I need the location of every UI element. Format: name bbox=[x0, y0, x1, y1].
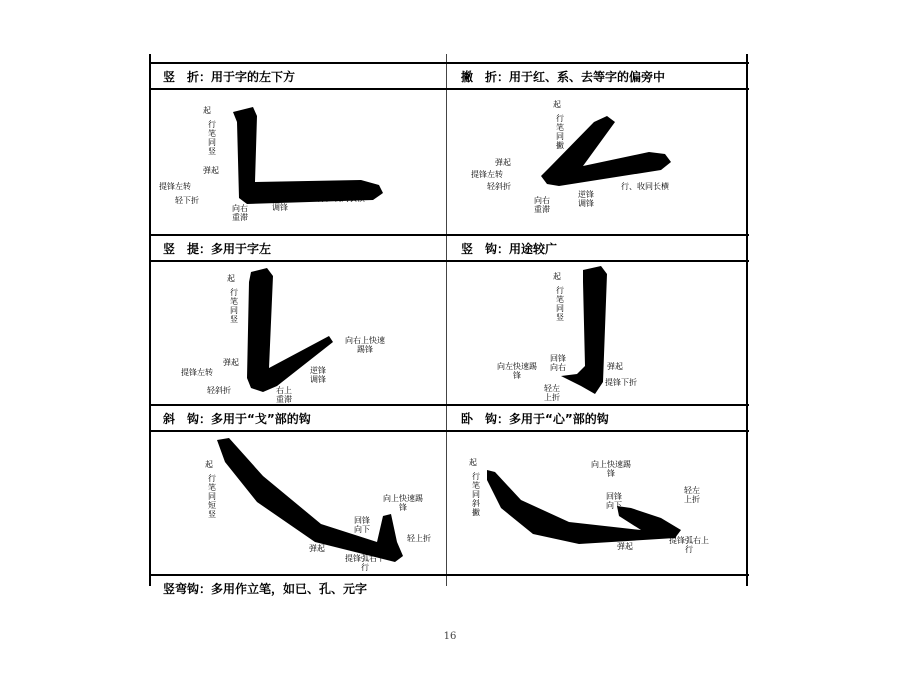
note-light-turn: 轻下折 bbox=[175, 196, 199, 205]
note-reverse-tip: 逆锋调锋 bbox=[310, 366, 326, 384]
note-return-tip: 回锋向下 bbox=[606, 492, 622, 510]
note-light-turn: 轻斜折 bbox=[207, 386, 231, 395]
note-start: 起 bbox=[227, 274, 235, 283]
page-number: 16 bbox=[443, 631, 457, 642]
note-quick-flick: 向右上快速踢锋 bbox=[345, 336, 385, 354]
cell-vertical-turn bbox=[151, 90, 446, 234]
cell-vertical-hook bbox=[449, 262, 746, 404]
note-quick-flick: 向上快速踢锋 bbox=[383, 494, 423, 512]
note-light-turn: 轻斜折 bbox=[487, 182, 511, 191]
note-start: 起 bbox=[203, 106, 211, 115]
note-end: 行、收同长横 bbox=[317, 194, 365, 203]
header-vertical-hook: 竖 钩：用途较广 bbox=[461, 242, 558, 256]
cell-slant-hook bbox=[151, 432, 446, 574]
note-start: 起 bbox=[553, 272, 561, 281]
cell-vertical-rise bbox=[151, 262, 446, 404]
header-left-falling-turn: 撇 折：用于红、系、去等字的偏旁中 bbox=[461, 70, 666, 84]
note-stroke-path: 行笔同竖 bbox=[208, 120, 216, 156]
note-bottom-curve: 提锋弧右上行 bbox=[669, 536, 709, 554]
cell-lying-hook bbox=[449, 432, 746, 574]
note-start: 起 bbox=[469, 458, 477, 467]
note-reverse-tip: 逆锋调锋 bbox=[578, 190, 594, 208]
note-quick-flick: 向上快速踢锋 bbox=[591, 460, 631, 478]
note-light-turn: 轻左上折 bbox=[544, 384, 560, 402]
note-press: 弹起 bbox=[309, 544, 325, 553]
note-start: 起 bbox=[205, 460, 213, 469]
note-press: 弹起 bbox=[203, 166, 219, 175]
note-end: 行、收同长横 bbox=[621, 182, 669, 191]
note-return-tip: 回锋向下 bbox=[354, 516, 370, 534]
note-quick-flick: 向左快速踢锋 bbox=[497, 362, 537, 380]
stroke-vertical-turn-illustration bbox=[151, 90, 446, 234]
note-light-turn: 轻上折 bbox=[407, 534, 431, 543]
header-lying-hook: 卧 钩：多用于“心”部的钩 bbox=[461, 412, 609, 426]
table-divider-middle bbox=[446, 54, 447, 586]
note-stroke-path: 行笔同斜撇 bbox=[472, 472, 480, 517]
note-return-tip: 回锋向右 bbox=[550, 354, 566, 372]
note-turn-down: 提锋下折 bbox=[605, 378, 637, 387]
note-turn-left: 提锋左转 bbox=[181, 368, 213, 377]
note-heavy-pause: 向右重滞 bbox=[534, 196, 550, 214]
note-turn-left: 提锋左转 bbox=[159, 182, 191, 191]
header-vertical-bend-hook: 竖弯钩：多用作立笔，如已、孔、元字 bbox=[163, 582, 368, 596]
note-heavy-pause: 右上重滞 bbox=[276, 386, 292, 404]
note-reverse-tip: 逆锋调锋 bbox=[272, 194, 288, 212]
note-stroke-path: 行笔同撇 bbox=[556, 114, 564, 150]
header-empty bbox=[449, 576, 746, 601]
note-light-turn: 轻左上折 bbox=[684, 486, 700, 504]
note-stroke-path: 行笔同竖 bbox=[556, 286, 564, 322]
header-slant-hook: 斜 钩：多用于“戈”部的钩 bbox=[163, 412, 311, 426]
cell-left-falling-turn bbox=[449, 90, 746, 234]
note-press: 弹起 bbox=[223, 358, 239, 367]
header-vertical-rise: 竖 提：多用于字左 bbox=[163, 242, 272, 256]
note-turn-left: 提锋左转 bbox=[471, 170, 503, 179]
header-vertical-turn: 竖 折：用于字的左下方 bbox=[163, 70, 296, 84]
note-bottom-curve: 提锋弧右下行 bbox=[345, 554, 385, 572]
note-press: 弹起 bbox=[607, 362, 623, 371]
note-stroke-path: 行笔同竖 bbox=[230, 288, 238, 324]
stroke-left-falling-turn-illustration bbox=[449, 90, 746, 234]
stroke-vertical-hook-illustration bbox=[449, 262, 746, 404]
calligraphy-stroke-table bbox=[149, 54, 749, 596]
note-press: 弹起 bbox=[617, 542, 633, 551]
note-start: 起 bbox=[553, 100, 561, 109]
stroke-vertical-rise-illustration bbox=[151, 262, 446, 404]
table-border-right bbox=[746, 54, 748, 586]
note-heavy-pause: 向右重滞 bbox=[232, 204, 248, 222]
note-stroke-path: 行笔同短竖 bbox=[208, 474, 216, 519]
note-press: 弹起 bbox=[495, 158, 511, 167]
